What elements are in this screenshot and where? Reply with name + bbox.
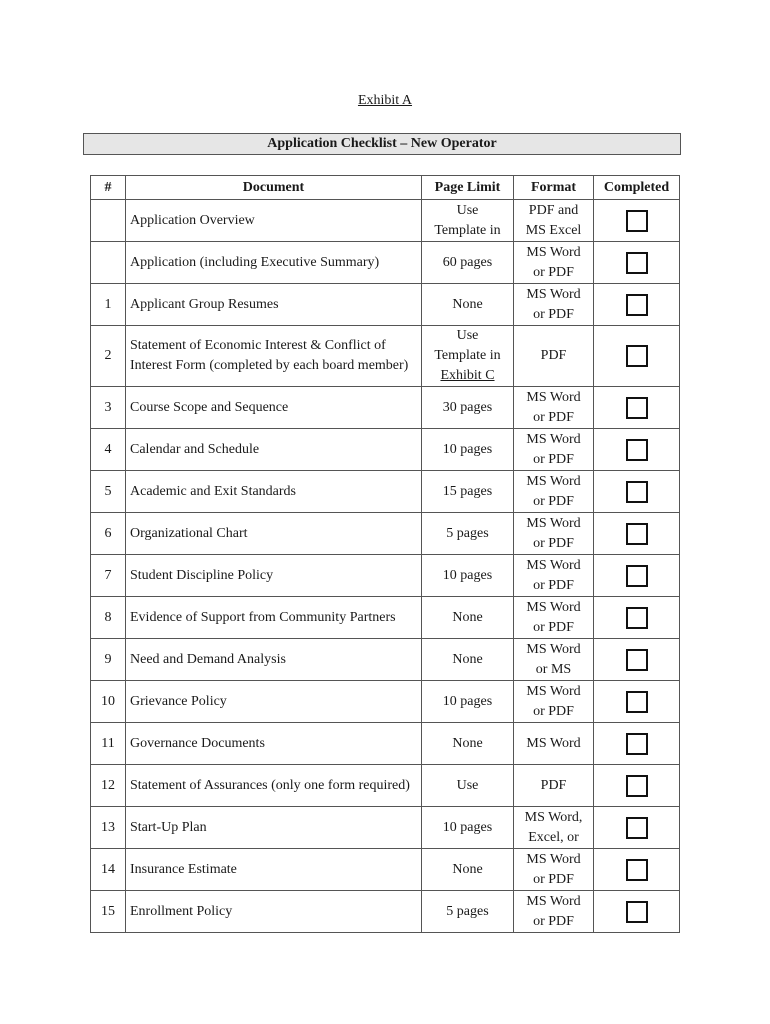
checklist-table [90, 175, 680, 933]
format-line: MS Word [526, 851, 581, 867]
format [514, 513, 594, 555]
document-name: Organizational Chart [126, 513, 422, 555]
header-num: # [91, 176, 126, 200]
format [514, 681, 594, 723]
format-line: MS Word [526, 735, 581, 751]
page-limit-line: 5 pages [446, 903, 489, 919]
format-line: MS Word [526, 286, 581, 302]
format-line: MS Word [526, 244, 581, 260]
completed-checkbox[interactable] [626, 397, 648, 419]
document-name: Application Overview [126, 200, 422, 242]
completed-cell [594, 681, 680, 723]
format-line: MS Word [526, 683, 581, 699]
completed-checkbox[interactable] [626, 649, 648, 671]
page-limit-line: 10 pages [442, 693, 493, 709]
format-line: MS Word [526, 515, 581, 531]
completed-cell [594, 555, 680, 597]
page-limit [422, 387, 514, 429]
page-limit-line: 15 pages [442, 483, 493, 499]
table-row [91, 471, 680, 513]
completed-checkbox[interactable] [626, 733, 648, 755]
page-limit [422, 597, 514, 639]
document-name: Course Scope and Sequence [126, 387, 422, 429]
page-limit [422, 765, 514, 807]
page-limit [422, 326, 514, 387]
page-limit-line: 5 pages [446, 525, 489, 541]
page-limit [422, 284, 514, 326]
page-limit-line: None [452, 735, 483, 751]
page-limit [422, 513, 514, 555]
format [514, 639, 594, 681]
completed-cell [594, 639, 680, 681]
completed-cell [594, 807, 680, 849]
table-row [91, 200, 680, 242]
page-limit [422, 807, 514, 849]
row-number: 2 [91, 326, 126, 387]
format [514, 471, 594, 513]
table-row [91, 429, 680, 471]
row-number: 14 [91, 849, 126, 891]
format-line: MS Word, [524, 809, 583, 825]
table-row [91, 765, 680, 807]
format [514, 891, 594, 933]
completed-cell [594, 242, 680, 284]
format [514, 200, 594, 242]
completed-cell [594, 284, 680, 326]
page-limit [422, 242, 514, 284]
format [514, 765, 594, 807]
format-line: MS Word [526, 893, 581, 909]
page-limit-line: None [452, 861, 483, 877]
row-number: 12 [91, 765, 126, 807]
row-number: 10 [91, 681, 126, 723]
completed-checkbox[interactable] [626, 523, 648, 545]
document-name: Enrollment Policy [126, 891, 422, 933]
document-name: Evidence of Support from Community Partners [126, 597, 422, 639]
format [514, 242, 594, 284]
completed-cell [594, 765, 680, 807]
table-row [91, 326, 680, 387]
document-name: Student Discipline Policy [126, 555, 422, 597]
page-limit-line: 10 pages [442, 441, 493, 457]
completed-cell [594, 387, 680, 429]
format-line: MS Word [526, 557, 581, 573]
completed-cell [594, 471, 680, 513]
document-name: Governance Documents [126, 723, 422, 765]
document-name: Applicant Group Resumes [126, 284, 422, 326]
row-number [91, 200, 126, 242]
checklist-banner: Application Checklist – New Operator [83, 133, 681, 155]
completed-checkbox[interactable] [626, 252, 648, 274]
header-page-limit: Page Limit [422, 176, 514, 200]
completed-checkbox[interactable] [626, 345, 648, 367]
format-line: MS Excel [525, 222, 582, 238]
document-name: Start-Up Plan [126, 807, 422, 849]
page-limit-line: Template in [434, 222, 501, 238]
page-limit [422, 849, 514, 891]
page-limit [422, 681, 514, 723]
format-line: or PDF [533, 913, 574, 929]
format-line: PDF and [528, 202, 579, 218]
format [514, 326, 594, 387]
page-limit [422, 639, 514, 681]
completed-checkbox[interactable] [626, 294, 648, 316]
page-limit-line: None [452, 651, 483, 667]
table-row [91, 807, 680, 849]
completed-cell [594, 200, 680, 242]
completed-checkbox[interactable] [626, 691, 648, 713]
completed-cell [594, 326, 680, 387]
row-number: 1 [91, 284, 126, 326]
page-limit-line: None [452, 609, 483, 625]
format-line: or PDF [533, 577, 574, 593]
format-line: or PDF [533, 619, 574, 635]
page-limit-line: Use [456, 202, 479, 218]
row-number [91, 242, 126, 284]
row-number: 4 [91, 429, 126, 471]
document-name: Calendar and Schedule [126, 429, 422, 471]
format-line: Excel, or [528, 829, 579, 845]
completed-cell [594, 513, 680, 555]
format-line: MS Word [526, 389, 581, 405]
row-number: 7 [91, 555, 126, 597]
completed-checkbox[interactable] [626, 775, 648, 797]
page-limit-line: 10 pages [442, 567, 493, 583]
table-row [91, 597, 680, 639]
format [514, 807, 594, 849]
format-line: MS Word [526, 473, 581, 489]
header-row [91, 176, 680, 200]
table-row [91, 849, 680, 891]
format-line: PDF [540, 348, 567, 363]
row-number: 13 [91, 807, 126, 849]
completed-cell [594, 723, 680, 765]
format-line: or PDF [533, 306, 574, 322]
row-number: 6 [91, 513, 126, 555]
completed-cell [594, 891, 680, 933]
table-row [91, 639, 680, 681]
document-name: Grievance Policy [126, 681, 422, 723]
format [514, 284, 594, 326]
format-line: MS Word [526, 431, 581, 447]
page-limit [422, 429, 514, 471]
page-limit [422, 555, 514, 597]
format-line: or PDF [533, 409, 574, 425]
page-limit-line: None [452, 296, 483, 312]
page-limit-line: Use [456, 777, 479, 793]
row-number: 5 [91, 471, 126, 513]
page-limit-line: 10 pages [442, 819, 493, 835]
completed-checkbox[interactable] [626, 210, 648, 232]
page-limit [422, 200, 514, 242]
completed-checkbox[interactable] [626, 859, 648, 881]
table-row [91, 891, 680, 933]
table-row [91, 513, 680, 555]
format [514, 555, 594, 597]
format-line: or PDF [533, 451, 574, 467]
format-line: MS Word [526, 641, 581, 657]
format [514, 387, 594, 429]
row-number: 9 [91, 639, 126, 681]
header-format: Format [514, 176, 594, 200]
page-limit-line: 60 pages [442, 254, 493, 270]
document-name: Application (including Executive Summary) [126, 242, 422, 284]
format [514, 723, 594, 765]
document-name: Insurance Estimate [126, 849, 422, 891]
format-line: MS Word [526, 599, 581, 615]
format-line: or MS [535, 661, 572, 677]
format [514, 849, 594, 891]
document-name: Need and Demand Analysis [126, 639, 422, 681]
row-number: 15 [91, 891, 126, 933]
row-number: 8 [91, 597, 126, 639]
completed-checkbox[interactable] [626, 565, 648, 587]
page-limit-line: Use [456, 328, 479, 343]
header-completed: Completed [594, 176, 680, 200]
format-line: PDF [540, 777, 567, 793]
page-limit [422, 471, 514, 513]
header-document: Document [126, 176, 422, 200]
format-line: or PDF [533, 871, 574, 887]
format [514, 429, 594, 471]
row-number: 3 [91, 387, 126, 429]
page-limit-line: 30 pages [442, 399, 493, 415]
exhibit-title: Exhibit A [357, 93, 413, 108]
page-limit [422, 891, 514, 933]
completed-checkbox[interactable] [626, 481, 648, 503]
page-limit [422, 723, 514, 765]
document-name: Academic and Exit Standards [126, 471, 422, 513]
completed-cell [594, 429, 680, 471]
completed-checkbox[interactable] [626, 607, 648, 629]
format-line: or PDF [533, 264, 574, 280]
document-name: Statement of Economic Interest & Conflict of Interest Form (completed by each board member) [126, 326, 422, 387]
format-line: or PDF [533, 703, 574, 719]
completed-checkbox[interactable] [626, 439, 648, 461]
document-name: Statement of Assurances (only one form required) [126, 765, 422, 807]
row-number: 11 [91, 723, 126, 765]
format-line: or PDF [533, 535, 574, 551]
table-row [91, 681, 680, 723]
table-row [91, 723, 680, 765]
table-row [91, 387, 680, 429]
table-row [91, 284, 680, 326]
format-line: or PDF [533, 493, 574, 509]
exhibit-c-link[interactable]: Exhibit C [440, 368, 495, 383]
completed-checkbox[interactable] [626, 817, 648, 839]
completed-checkbox[interactable] [626, 901, 648, 923]
table-row [91, 242, 680, 284]
completed-cell [594, 849, 680, 891]
table-row [91, 555, 680, 597]
completed-cell [594, 597, 680, 639]
format [514, 597, 594, 639]
page-limit-line: Template in [434, 348, 501, 363]
